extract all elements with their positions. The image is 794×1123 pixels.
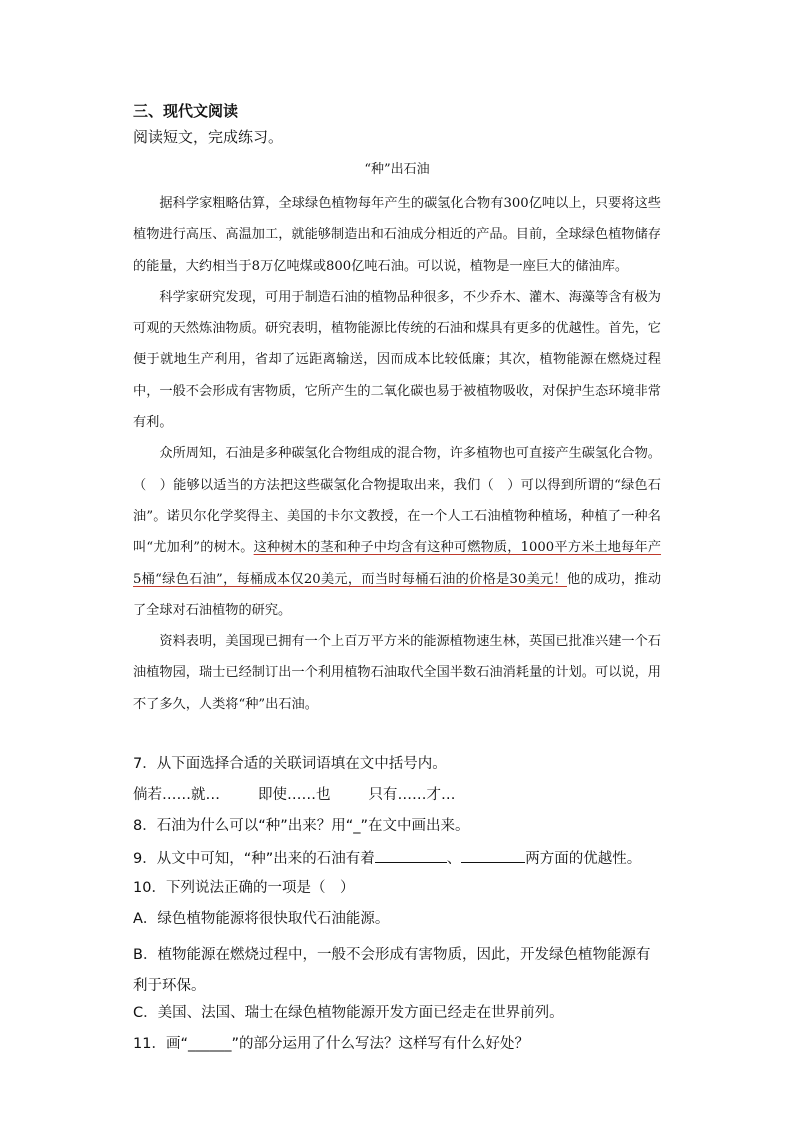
- passage-body: [133, 188, 661, 720]
- section-title: 三、现代文阅读: [133, 102, 239, 120]
- answer-blank-2[interactable]: [461, 847, 525, 863]
- conjunction-option: 即使……也: [258, 787, 331, 803]
- underlined-sentence: 这种树木的茎和种子中均含有这种可燃物质，1000平方米土地每年产5桶“绿色石油”，每桶成本仅20美元，而当时每桶石油的价格是30美元！: [133, 540, 662, 587]
- question-7: 7．从下面选择合适的关联词语填在文中括号内。: [133, 756, 447, 772]
- question-10: 10．下列说法正确的一项是（ ）: [133, 880, 355, 896]
- question-9-text: 9．从文中可知，“种”出来的石油有着: [133, 851, 375, 867]
- question-8: 8．石油为什么可以“种”出来？用“_”在文中画出来。: [133, 818, 470, 834]
- question-9-text-end: 两方面的优越性。: [525, 851, 642, 867]
- conjunction-option: 倘若……就…: [133, 787, 220, 803]
- passage-title: “种”出石油: [364, 162, 430, 177]
- passage-paragraph-2: 科学家研究发现，可用于制造石油的植物品种很多，不少乔木、灌木、海藻等含有极为可观的天然炼油物质。研究表明，植物能源比传统的石油和煤具有更多的优越性。首先，它便于就地生产利用，省却了远距离输送，因而成本比较低廉；其次，植物能源在燃烧过程中，一般不会形成有害物质，它所产生的二氧化碳也易于被植物吸收，对保护生态环境非常有利。: [133, 289, 661, 431]
- question-9: [133, 847, 661, 869]
- passage-paragraph-4: 资料表明，美国现已拥有一个上百万平方米的能源植物速生林，英国已批准兴建一个石油植物园，瑞士已经制订出一个利用植物石油取代全国半数石油消耗量的计划。可以说，用不了多久，人类将“种”出石油。: [133, 634, 661, 712]
- paragraph-3-text-before: 众所周知，石油是多种碳氢化合物组成的混合物，许多植物也可直接产生碳氢化合物。（ ）能够以适当的方法把这些碳氢化合物提取出来，我们（ ）可以得到所谓的“绿色石油”。诺贝尔化学奖得主、美国的卡尔文教授，在一个人工石油植物种植场，种植了一种名叫“尤加利”的树木。: [133, 446, 661, 556]
- question-9-separator: 、: [446, 851, 462, 867]
- section-instruction: 阅读短文，完成练习。: [133, 128, 284, 146]
- passage-paragraph-3: [133, 438, 661, 626]
- conjunction-option: 只有……才…: [368, 787, 456, 803]
- question-10-option-b: B．植物能源在燃烧过程中，一般不会形成有害物质，因此，开发绿色植物能源有利于环保。: [133, 947, 651, 994]
- answer-blank-1[interactable]: [375, 847, 447, 863]
- question-10-option-a: A．绿色植物能源将很快取代石油能源。: [133, 911, 390, 927]
- question-11: 11．画“______”的部分运用了什么写法？这样写有什么好处？: [133, 1036, 529, 1052]
- question-7-options: [133, 785, 661, 805]
- question-10-option-c: C．美国、法国、瑞士在绿色植物能源开发方面已经走在世界前列。: [133, 1005, 564, 1021]
- passage-paragraph-1: 据科学家粗略估算，全球绿色植物每年产生的碳氢化合物有300亿吨以上，只要将这些植物进行高压、高温加工，就能够制造出和石油成分相近的产品。目前，全球绿色植物储存的能量，大约相当于8万亿吨煤或800亿吨石油。可以说，植物是一座巨大的储油库。: [133, 196, 661, 274]
- paragraph-3-text-after: 他的成功，推动了全球对石油植物的研究。: [133, 571, 662, 618]
